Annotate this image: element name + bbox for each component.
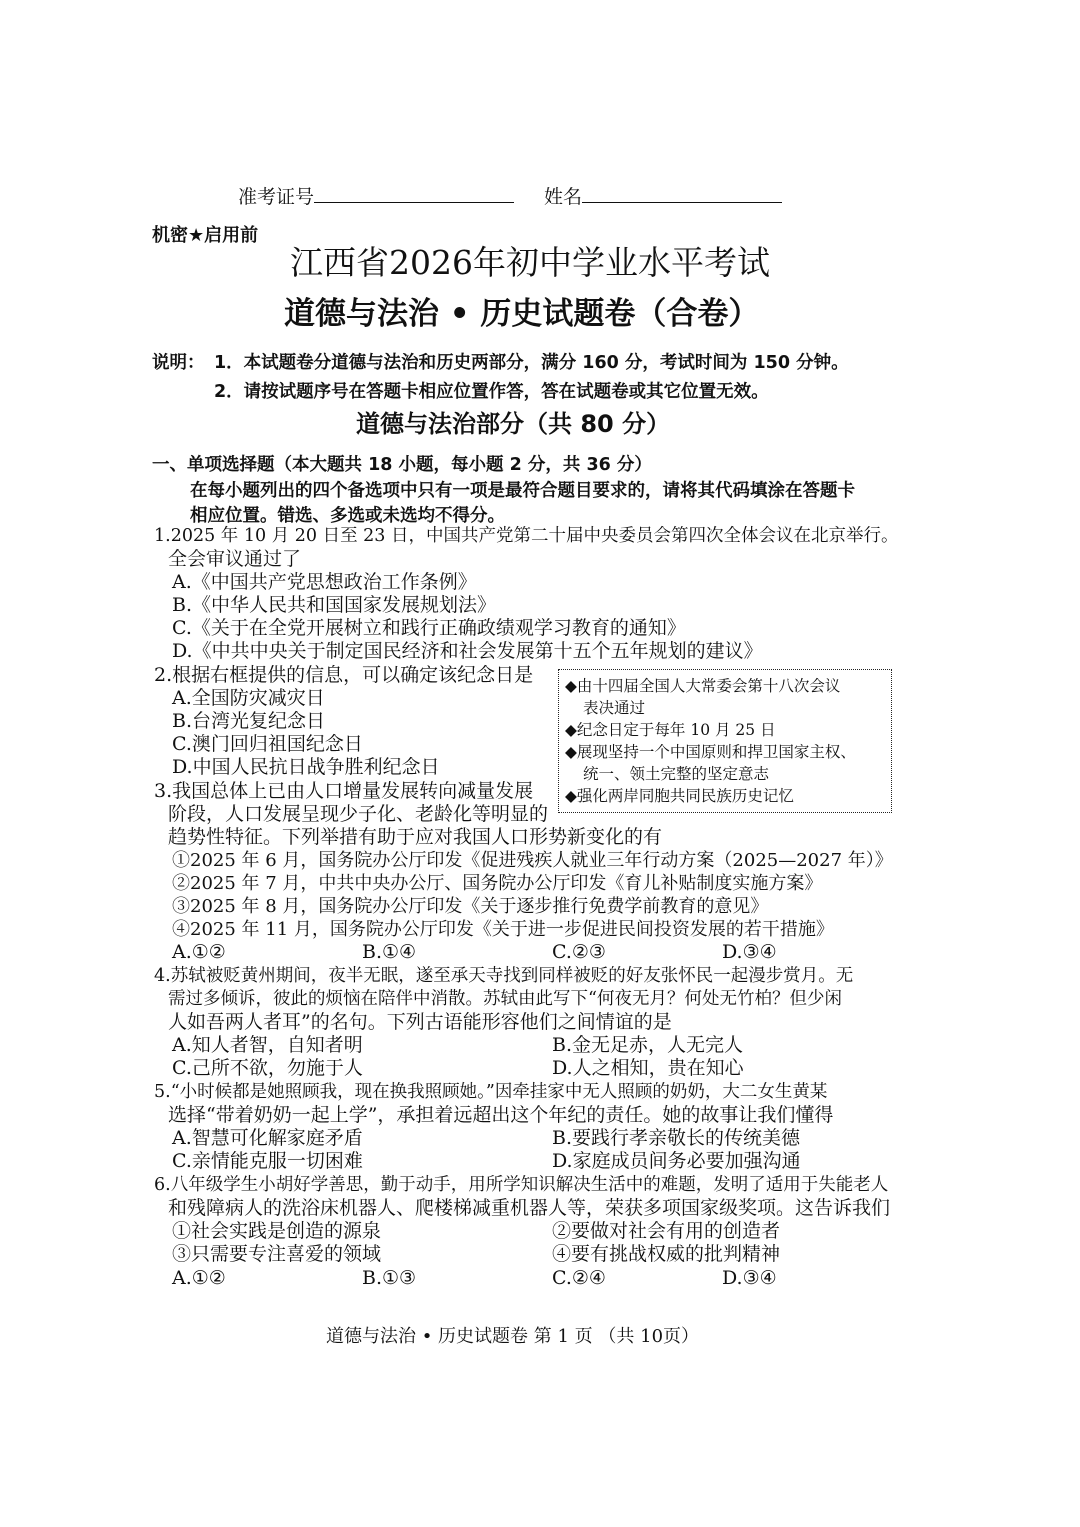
q2-option-a: A.全国防灾减灾日 xyxy=(172,687,325,709)
instructions-label: 说明： xyxy=(152,353,205,373)
q1-option-b: B.《中华人民共和国国家发展规划法》 xyxy=(172,594,497,616)
q6-stem-line-2: 和残障病人的洗浴床机器人、爬楼梯减重机器人等，荣获多项国家级奖项。这告诉我们 xyxy=(168,1197,891,1219)
part-desc-line-1: 在每小题列出的四个备选项中只有一项是最符合题目要求的，请将其代码填涂在答题卡 xyxy=(190,481,855,501)
info-box-line-6: ◆强化两岸同胞共同民族历史记忆 xyxy=(565,787,794,805)
q6-item-4: ④要有挑战权威的批判精神 xyxy=(552,1243,781,1265)
q3-stem-line-2: 阶段，人口发展呈现少子化、老龄化等明显的 xyxy=(168,803,549,825)
page-subtitle: 道德与法治 • 历史试题卷（合卷） xyxy=(284,296,760,332)
secret-mark: 机密★启用前 xyxy=(152,225,259,246)
q2-option-d: D.中国人民抗日战争胜利纪念日 xyxy=(172,756,440,778)
section-title: 道德与法治部分（共 80 分） xyxy=(356,410,671,438)
q2-info-box xyxy=(558,669,892,813)
page-footer: 道德与法治 • 历史试题卷 第 1 页 （共 10页） xyxy=(326,1326,700,1347)
q4-option-a: A.知人者智，自知者明 xyxy=(172,1034,363,1056)
q6-item-3: ③只需要专注喜爱的领域 xyxy=(172,1243,382,1265)
q6-option-b: B.①③ xyxy=(362,1267,417,1289)
q6-option-c: C.②④ xyxy=(552,1267,606,1289)
q1-option-a: A.《中国共产党思想政治工作条例》 xyxy=(172,571,477,593)
q6-option-a: A.①② xyxy=(172,1267,226,1289)
q2-option-b: B.台湾光复纪念日 xyxy=(172,710,326,732)
info-box-line-3: ◆纪念日定于每年 10 月 25 日 xyxy=(565,721,776,739)
q5-stem-line-1: 5.“小时候都是她照顾我，现在换我照顾她。”因牵挂家中无人照顾的奶奶，大二女生黄某 xyxy=(154,1082,828,1102)
q6-item-2: ②要做对社会有用的创造者 xyxy=(552,1220,781,1242)
info-box-line-4: ◆展现坚持一个中国原则和捍卫国家主权、 xyxy=(565,743,856,761)
instructions-item-2: 2．请按试题序号在答题卡相应位置作答，答在试题卷或其它位置无效。 xyxy=(214,382,769,402)
q1-option-c: C.《关于在全党开展树立和践行正确政绩观学习教育的通知》 xyxy=(172,617,686,639)
q6-option-d: D.③④ xyxy=(722,1267,777,1289)
exam-id-field xyxy=(238,184,514,209)
name-blank xyxy=(582,184,782,203)
q2-stem: 2.根据右框提供的信息，可以确定该纪念日是 xyxy=(154,664,534,686)
exam-id-label: 准考证号 xyxy=(238,186,315,208)
q2-option-c: C.澳门回归祖国纪念日 xyxy=(172,733,363,755)
part-title: 一、单项选择题（本大题共 18 小题，每小题 2 分，共 36 分） xyxy=(152,455,652,475)
q4-stem-line-3: 人如吾两人者耳”的名句。下列古语能形容他们之间情谊的是 xyxy=(168,1011,672,1033)
q5-option-d: D.家庭成员间务必要加强沟通 xyxy=(552,1150,801,1172)
q3-item-2: ②2025 年 7 月，中共中央办公厅、国务院办公厅印发《育儿补贴制度实施方案》 xyxy=(172,873,823,894)
q3-item-4: ④2025 年 11 月，国务院办公厅印发《关于进一步促进民间投资发展的若干措施》 xyxy=(172,919,834,940)
q3-option-d: D.③④ xyxy=(722,941,777,963)
name-field xyxy=(544,184,782,209)
q6-stem-line-1: 6.八年级学生小胡好学善思，勤于动手，用所学知识解决生活中的难题，发明了适用于失能老人 xyxy=(154,1175,889,1195)
q1-stem-line-2: 全会审议通过了 xyxy=(168,548,302,570)
instructions-item-1: 1．本试题卷分道德与法治和历史两部分，满分 160 分，考试时间为 150 分钟。 xyxy=(214,353,849,373)
q4-stem-line-2: 需过多倾诉，彼此的烦恼在陪伴中消散。苏轼由此写下“何夜无月？何处无竹柏？但少闲 xyxy=(168,989,842,1009)
info-box-line-5: 统一、领土完整的坚定意志 xyxy=(583,765,770,783)
name-label: 姓名 xyxy=(544,186,583,208)
q3-stem-line-1: 3.我国总体上已由人口增量发展转向减量发展 xyxy=(154,780,534,802)
q4-stem-line-1: 4.苏轼被贬黄州期间，夜半无眠，遂至承天寺找到同样被贬的好友张怀民一起漫步赏月。无 xyxy=(154,966,854,986)
q4-option-c: C.己所不欲，勿施于人 xyxy=(172,1057,363,1079)
info-box-line-1: ◆由十四届全国人大常委会第十八次会议 xyxy=(565,677,841,695)
q3-option-a: A.①② xyxy=(172,941,226,963)
q3-item-3: ③2025 年 8 月，国务院办公厅印发《关于逐步推行免费学前教育的意见》 xyxy=(172,896,769,917)
q6-item-1: ①社会实践是创造的源泉 xyxy=(172,1220,382,1242)
q1-stem-line-1: 1.2025 年 10 月 20 日至 23 日，中国共产党第二十届中央委员会第四次全体会议在北京举行。 xyxy=(154,526,899,546)
q5-option-a: A.智慧可化解家庭矛盾 xyxy=(172,1127,363,1149)
q5-option-c: C.亲情能克服一切困难 xyxy=(172,1150,363,1172)
part-desc-line-2: 相应位置。错选、多选或未选均不得分。 xyxy=(190,506,505,526)
q3-item-1: ①2025 年 6 月，国务院办公厅印发《促进残疾人就业三年行动方案（2025—2027 年）》 xyxy=(172,850,893,871)
q4-option-d: D.人之相知，贵在知心 xyxy=(552,1057,744,1079)
q5-option-b: B.要践行孝亲敬长的传统美德 xyxy=(552,1127,801,1149)
q5-stem-line-2: 选择“带着奶奶一起上学”，承担着远超出这个年纪的责任。她的故事让我们懂得 xyxy=(168,1104,834,1126)
exam-id-blank xyxy=(314,184,514,203)
q3-option-c: C.②③ xyxy=(552,941,606,963)
q4-option-b: B.金无足赤，人无完人 xyxy=(552,1034,744,1056)
q1-option-d: D.《中共中央关于制定国民经济和社会发展第十五个五年规划的建议》 xyxy=(172,640,763,662)
q3-stem-line-3: 趋势性特征。下列举措有助于应对我国人口形势新变化的有 xyxy=(168,826,663,848)
page-title: 江西省2026年初中学业水平考试 xyxy=(290,243,770,282)
q3-option-b: B.①④ xyxy=(362,941,417,963)
info-box-line-2: 表决通过 xyxy=(583,699,646,717)
